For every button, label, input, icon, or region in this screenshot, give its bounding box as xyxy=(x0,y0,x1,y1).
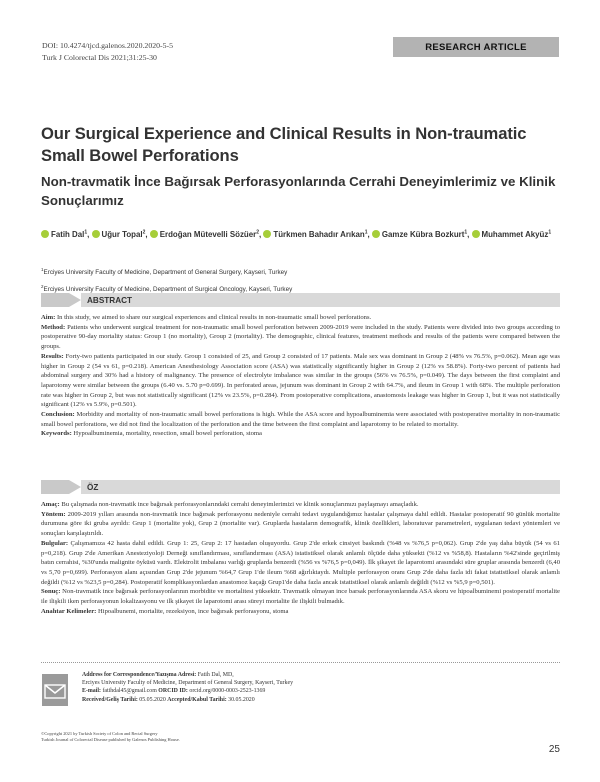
affiliation-marker: 2 xyxy=(256,229,259,235)
affiliation-text: Erciyes University Faculty of Medicine, Department of General Surgery, Kayseri, Turkey xyxy=(43,269,288,277)
orcid-icon[interactable] xyxy=(150,230,158,238)
abstract-paragraph xyxy=(41,313,560,323)
copyright-block xyxy=(41,731,461,743)
received-label: Received/Geliş Tarihi: xyxy=(82,696,138,703)
abstract-label: Conclusion: xyxy=(41,411,75,419)
orcid-label: ORCID ID: xyxy=(158,688,188,695)
correspondence-block xyxy=(82,671,502,704)
chevron-right-icon xyxy=(41,480,81,494)
author-entry: Fatih Dal$^1$, xyxy=(41,230,92,239)
oz-label: Bulgular: xyxy=(41,539,69,547)
author-entry: Türkmen Bahadır Arıkan$^1$, xyxy=(263,230,372,239)
abstract-label: Results: xyxy=(41,352,64,360)
journal-citation: Turk J Colorectal Dis 2021;31:25-30 xyxy=(42,53,157,62)
oz-paragraph xyxy=(41,607,560,617)
author-list xyxy=(41,225,566,242)
abstract-paragraph xyxy=(41,410,560,429)
abstract-text: In this study, we aimed to share our surgical experiences and clinical results in non-traumatic small bowel perforations. xyxy=(55,314,372,321)
abstract-text: Hypoalbuminemia, mortality, resection, small bowel perforation, stoma xyxy=(71,430,262,438)
oz-label: Anahtar Kelimeler: xyxy=(41,607,97,615)
abstract-paragraph xyxy=(41,352,560,410)
oz-text: Hipoalbunemi, mortalite, rezeksiyon, ince bağırsak perforasyonu, stoma xyxy=(96,607,289,615)
abstract-heading: ABSTRACT xyxy=(87,295,133,305)
correspondence-address: Erciyes University Faculty of Medicine, Department of General Surgery, Kayseri, Turkey xyxy=(82,680,294,687)
oz-text: Non-travmatik ince bağırsak perforasyonlarının morbidite ve mortalitesi yüksektir. Travmatik olmayan ince barsak perforasyonlarında ASA skoru ve hipoalbuminemi postoperatif mortalite ile ilişkili iken perforasyonun lokalizasyonu ve ilk şikayet ile laparotomi arası süreyi mortalite ile ilişkili bulmadık. xyxy=(41,588,560,606)
envelope-icon xyxy=(41,673,69,707)
abstract-text: Morbidity and mortality of non-traumatic small bowel perforations is high. While the ASA score and hypoalbuminemia were associated with postoperative mortality in non-traumatic small bowel perforations, we did not find the localization of the perforation and the time between the first complaint and laparotomy to be related to mortality. xyxy=(41,411,560,428)
abstract-text: Forty-two patients participated in our study. Group 1 consisted of 25, and Group 2 consisted of 17 patients. Male sex was dominant in Group 2 (48% vs 76.5%, p=0.062). Mean age was higher in Group 2 (54 vs 61, p=0.218). American Anesthesiology Association score (ASA) was statistically significantly higher in Group 2 (12% vs 58.8%). Forty-two percent of patients had abdominal surgery and 30% had a history of malignancy. The presence of electrolyte imbalance was similar in the groups (56% vs 76.5%, p=0.049). The days between the first complaint and laparotomy were similar between the groups (6.40 vs. 5.70 p=0.699). In perforated areas, jejunum was dominant in Group 2 with 64.7%, and ileum in Group 1 with 68%. The multiple perforation rate was higher in Group 2, but was not statistically significant (12% vs 23.5%, p=0.284). From postoperative complications, anastomosis leakage was higher in Group 1, but it was not statistically significant (12% vs 5.9%, p=0.501). xyxy=(41,352,560,409)
oz-label: Yöntem: xyxy=(41,510,66,518)
affiliation-marker: 1 xyxy=(464,229,468,235)
affiliation-marker: 1 xyxy=(548,229,552,235)
affiliation-number: 2 xyxy=(41,284,44,290)
abstract-label: Method: xyxy=(41,323,66,331)
accepted-date: 30.05.2020 xyxy=(226,696,255,703)
author-name: Gamze Kübra Bozkurt xyxy=(381,229,465,239)
article-title: Our Surgical Experience and Clinical Results in Non-traumatic Small Bowel Perforations xyxy=(41,124,527,165)
oz-paragraph xyxy=(41,587,560,606)
email-label: E-mail: xyxy=(82,688,101,695)
abstract-body xyxy=(41,313,560,439)
author-entry: Gamze Kübra Bozkurt$^1$, xyxy=(372,230,472,239)
author-name: Erdoğan Mütevelli Sözüer xyxy=(159,229,257,239)
article-subtitle-turkish: Non-travmatik İnce Bağırsak Perforasyonlarında Cerrahi Deneyimlerimiz ve Klinik Sonuçlarımız xyxy=(41,174,556,208)
oz-text: Çalışmamıza 42 hasta dahil edildi. Grup 1: 25, Grup 2: 17 hastadan oluşuyordu. Grup 2'de erkek cinsiyet baskındı (%48 vs %76,5 p=0,062). Grup 2'de yaş daha büyük (54 vs 61 p=0,218). Grup 2'de Amerikan Anesteziyoloji Derneği sınıflandırması, sınıflandırması (ASA) istatistiksel olarak anlamlı ölçüde daha yüksekti (%12 vs %58,8). Hastaların %42'sinde geçirilmiş batın cerrahisi, %30'unda malignite öyküsü vardı. Elektrolit imbalansı varlığı gruplarda benzerdi (%56 vs %76,5 p=0,049). İlk şikayet ile laparotomi arasındaki süre gruplar arasında benzerdi (6,40 vs 5,70 p=0,699). Perforasyon alanı açısından Grup 2'de jejunum %64,7 Grup 1'de ileum %68 ağırlıktaydı. Multiple perforasyon oranı Grup 2'de daha fazla idi fakat istatistiksel olarak anlamlı değildi (%12 vs %23,5 p=0,284). Postoperatif komplikasyonlardan anastomoz kaçağı Grup1'de daha fazla ancak istatistiksel olarak anlamlı değildi (%12 vs %5,9 p=0,501). xyxy=(41,539,560,586)
oz-label: Sonuç: xyxy=(41,588,61,596)
affiliation-item xyxy=(41,263,561,280)
orcid-icon[interactable] xyxy=(263,230,271,238)
author-name: Muhammet Akyüz xyxy=(481,229,549,239)
copyright-line: ©Copyright 2021 by Turkish Society of Colon and Rectal Surgery xyxy=(41,731,158,736)
oz-paragraph xyxy=(41,500,560,510)
affiliation-marker: 2 xyxy=(142,229,146,235)
author-name: Uğur Topal xyxy=(101,229,143,239)
article-header-meta xyxy=(42,40,173,64)
oz-text: 2009-2019 yılları arasında non-travmatik ince bağırsak perforasyonu nedeniyle cerrahi tedavi uygulandığımız hastalar çalışmaya dahil edildi. Hastalar postoperatif 90 günlük mortalite durumuna göre iki gruba ayrıldı: Grup 1 (mortalite yok), Grup 2 (mortalite var). Gruplarda hastaların demografik, klinik özellikleri, laboratuvar parametreleri, uygulanan tedavi yöntemleri ve sonuçları karşılaştırıldı. xyxy=(41,510,560,538)
abstract-text: Patients who underwent surgical treatment for non-traumatic small bowel perforation between 2009-2019 were included in the study. Patients were divided into two groups according to postoperative 90-day mortality status: Group 1 (no mortality), Group 2 (mortality). The demographic, clinical features, treatment methods and results of the patients were compared between the groups. xyxy=(41,323,560,351)
affiliation-marker: 1 xyxy=(84,229,88,235)
author-entry xyxy=(472,230,552,239)
abstract-label: Aim: xyxy=(41,314,56,321)
author-name: Fatih Dal xyxy=(51,229,85,239)
orcid-icon[interactable] xyxy=(472,230,480,238)
oz-paragraph xyxy=(41,539,560,588)
oz-body xyxy=(41,500,560,616)
oz-label: Amaç: xyxy=(41,501,60,508)
footer-divider xyxy=(41,662,560,663)
author-entry: Uğur Topal$^2$, xyxy=(92,230,150,239)
doi-text: DOI: 10.4274/tjcd.galenos.2020.2020-5-5 xyxy=(42,41,174,50)
correspondence-name: Fatih Dal, MD, xyxy=(196,672,234,678)
orcid-icon[interactable] xyxy=(41,230,49,238)
email-link[interactable]: fatihdal45@gmail.com xyxy=(100,688,157,695)
affiliation-number: 1 xyxy=(41,267,44,272)
author-entry: Erdoğan Mütevelli Sözüer$^2$, xyxy=(150,230,264,239)
correspondence-label: Address for Correspondence/Yazışma Adresi: xyxy=(82,672,197,678)
oz-text: Bu çalışmada non-travmatik ince bağırsak perforasyonlarındaki cerrahi deneyimlerimizi ve klinik sonuçlarımızı paylaşmayı amaçladık. xyxy=(59,501,419,508)
oz-heading: ÖZ xyxy=(87,482,99,492)
publisher-line: Turkish Journal of Colorectal Disease published by Galenos Publishing House. xyxy=(41,737,180,743)
orcid-icon[interactable] xyxy=(372,230,380,238)
orcid-link[interactable]: orcid.org/0000-0003-2523-1369 xyxy=(187,688,266,695)
page-number: 25 xyxy=(548,744,560,755)
orcid-icon[interactable] xyxy=(92,230,100,238)
article-type-badge: RESEARCH ARTICLE xyxy=(393,37,559,57)
oz-paragraph xyxy=(41,510,560,539)
abstract-heading-bar xyxy=(41,293,560,307)
author-name: Türkmen Bahadır Arıkan xyxy=(273,229,365,239)
affiliation-marker: 1 xyxy=(364,229,368,235)
received-date: 05.05.2020 xyxy=(137,696,166,703)
abstract-paragraph xyxy=(41,429,560,439)
oz-heading-bar xyxy=(41,480,560,494)
abstract-paragraph xyxy=(41,323,560,352)
chevron-right-icon xyxy=(41,293,81,307)
affiliation-text: Erciyes University Faculty of Medicine, Department of Surgical Oncology, Kayseri, Turkey xyxy=(43,286,293,294)
abstract-label: Keywords: xyxy=(41,430,72,438)
accepted-label: Accepted/Kabul Tarihi: xyxy=(167,696,227,703)
